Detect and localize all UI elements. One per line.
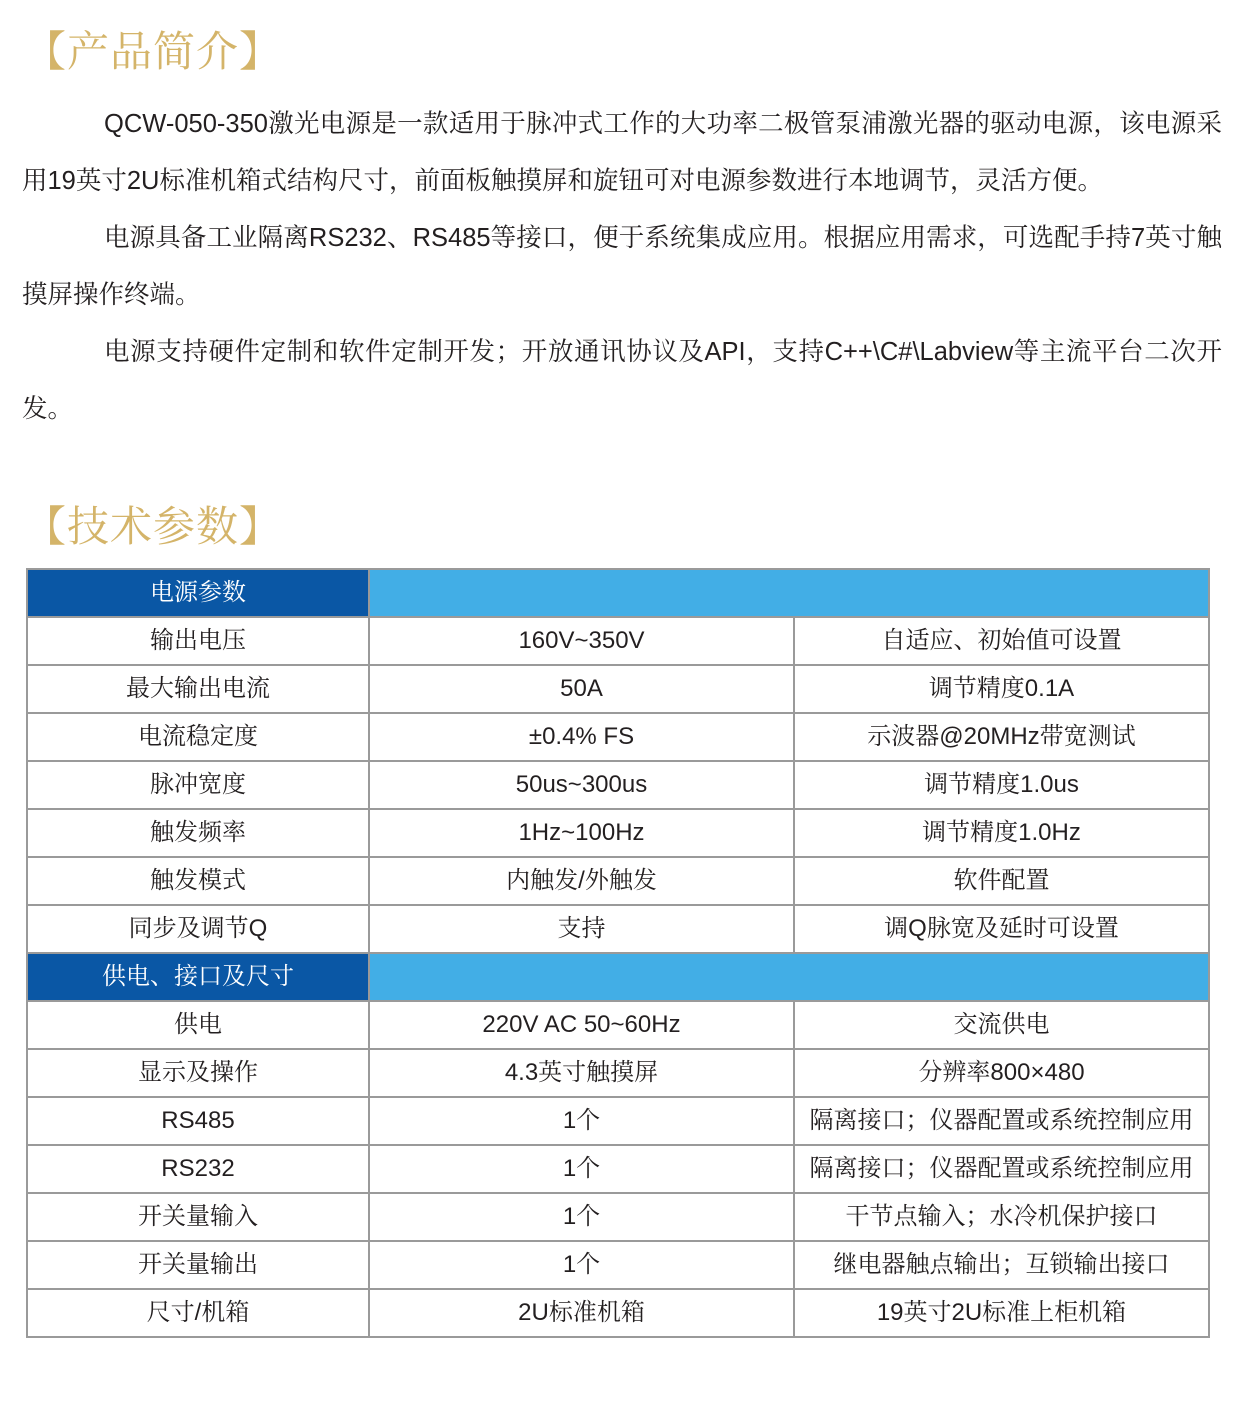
spec-name: 同步及调节Q bbox=[27, 905, 369, 953]
spec-note: 调节精度0.1A bbox=[794, 665, 1209, 713]
spec-name: 脉冲宽度 bbox=[27, 761, 369, 809]
spec-name: 触发频率 bbox=[27, 809, 369, 857]
table-row bbox=[27, 1001, 1209, 1049]
spec-value: 支持 bbox=[369, 905, 794, 953]
spec-value: 1Hz~100Hz bbox=[369, 809, 794, 857]
spec-note: 19英寸2U标准上柜机箱 bbox=[794, 1289, 1209, 1337]
spec-note: 干节点输入；水冷机保护接口 bbox=[794, 1193, 1209, 1241]
table-row bbox=[27, 809, 1209, 857]
table-row bbox=[27, 617, 1209, 665]
spec-value: 1个 bbox=[369, 1097, 794, 1145]
spec-group-header-row bbox=[27, 569, 1209, 617]
spec-note: 调Q脉宽及延时可设置 bbox=[794, 905, 1209, 953]
spec-name: RS485 bbox=[27, 1097, 369, 1145]
spec-name: 触发模式 bbox=[27, 857, 369, 905]
spec-name: 电流稳定度 bbox=[27, 713, 369, 761]
table-row bbox=[27, 1049, 1209, 1097]
spec-value: 2U标准机箱 bbox=[369, 1289, 794, 1337]
table-row bbox=[27, 761, 1209, 809]
section-heading-product-intro: 【产品简介】 bbox=[24, 28, 283, 75]
spec-name: 开关量输出 bbox=[27, 1241, 369, 1289]
spec-name: 尺寸/机箱 bbox=[27, 1289, 369, 1337]
spec-group-title: 电源参数 bbox=[27, 569, 369, 617]
spec-group-filler bbox=[369, 569, 1209, 617]
spec-note: 隔离接口；仪器配置或系统控制应用 bbox=[794, 1097, 1209, 1145]
spec-name: 供电 bbox=[27, 1001, 369, 1049]
intro-paragraph-3: 电源支持硬件定制和软件定制开发；开放通讯协议及API，支持C++\C#\Labview等主流平台二次开发。 bbox=[22, 338, 1222, 423]
spec-note: 交流供电 bbox=[794, 1001, 1209, 1049]
intro-paragraph-1: QCW-050-350激光电源是一款适用于脉冲式工作的大功率二极管泵浦激光器的驱动电源，该电源采用19英寸2U标准机箱式结构尺寸，前面板触摸屏和旋钮可对电源参数进行本地调节，灵活方便。 bbox=[22, 110, 1222, 195]
spec-value: ±0.4% FS bbox=[369, 713, 794, 761]
table-row bbox=[27, 1241, 1209, 1289]
spec-value: 160V~350V bbox=[369, 617, 794, 665]
spec-value: 50us~300us bbox=[369, 761, 794, 809]
spec-note: 调节精度1.0Hz bbox=[794, 809, 1209, 857]
table-row bbox=[27, 857, 1209, 905]
spec-value: 1个 bbox=[369, 1145, 794, 1193]
spec-name: 输出电压 bbox=[27, 617, 369, 665]
spec-note: 继电器触点输出；互锁输出接口 bbox=[794, 1241, 1209, 1289]
table-row bbox=[27, 713, 1209, 761]
spec-value: 1个 bbox=[369, 1241, 794, 1289]
spec-note: 调节精度1.0us bbox=[794, 761, 1209, 809]
technical-specification-table bbox=[26, 568, 1210, 1338]
spec-name: 显示及操作 bbox=[27, 1049, 369, 1097]
table-row bbox=[27, 1193, 1209, 1241]
spec-value: 4.3英寸触摸屏 bbox=[369, 1049, 794, 1097]
spec-name: RS232 bbox=[27, 1145, 369, 1193]
product-intro-text bbox=[22, 96, 1222, 438]
section-heading-tech-specs: 【技术参数】 bbox=[24, 503, 283, 550]
spec-value: 内触发/外触发 bbox=[369, 857, 794, 905]
spec-name: 最大输出电流 bbox=[27, 665, 369, 713]
spec-group-header-row bbox=[27, 953, 1209, 1001]
spec-note: 自适应、初始值可设置 bbox=[794, 617, 1209, 665]
table-row bbox=[27, 1097, 1209, 1145]
table-row bbox=[27, 665, 1209, 713]
spec-table-container bbox=[26, 568, 1208, 1338]
spec-note: 分辨率800×480 bbox=[794, 1049, 1209, 1097]
spec-group-filler bbox=[369, 953, 1209, 1001]
spec-table-body bbox=[27, 569, 1209, 1337]
table-row bbox=[27, 905, 1209, 953]
spec-note: 隔离接口；仪器配置或系统控制应用 bbox=[794, 1145, 1209, 1193]
spec-value: 220V AC 50~60Hz bbox=[369, 1001, 794, 1049]
table-row bbox=[27, 1145, 1209, 1193]
spec-value: 1个 bbox=[369, 1193, 794, 1241]
table-row bbox=[27, 1289, 1209, 1337]
spec-group-title: 供电、接口及尺寸 bbox=[27, 953, 369, 1001]
spec-value: 50A bbox=[369, 665, 794, 713]
spec-name: 开关量输入 bbox=[27, 1193, 369, 1241]
intro-paragraph-2: 电源具备工业隔离RS232、RS485等接口，便于系统集成应用。根据应用需求，可选配手持7英寸触摸屏操作终端。 bbox=[22, 224, 1222, 309]
spec-note: 示波器@20MHz带宽测试 bbox=[794, 713, 1209, 761]
spec-note: 软件配置 bbox=[794, 857, 1209, 905]
